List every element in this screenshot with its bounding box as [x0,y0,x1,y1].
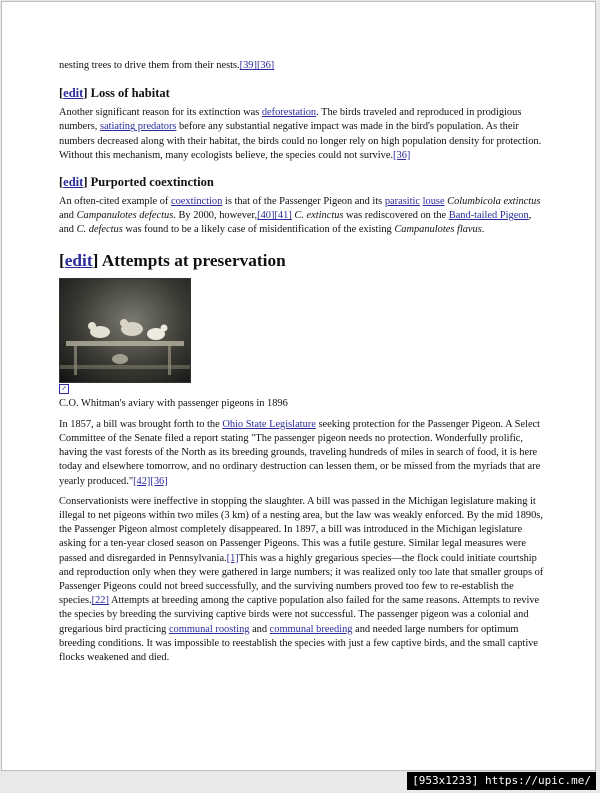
loss-paragraph: Another significant reason for its extinction was deforestation. The birds traveled and reproduced in prodigious numbers, satiating predators before any substantial negative impact was made in the bird's population. As their numbers decreased along with their habitat, the birds could no longer rely on high population density for protection. Without this mechanism, many ecologists believe, the species could not survive.[36] [59,107,542,161]
citation-link[interactable]: [39][36] [239,60,275,71]
aviary-photo-drawing [60,279,190,382]
coextinction-paragraph: An often-cited example of coextinction is that of the Passenger Pigeon and its parasitic louse Columbicola extinctus and Campanulotes defectus. By 2000, however,[40][41] C. extinctus was rediscovered on the Band-tailed Pigeon, and C. defectus was found to be a likely case of misidentification of the existing Campanulotes flavus. [59,196,541,236]
coextinction-link[interactable]: coextinction [170,196,223,208]
parasitic-link[interactable]: parasitic [384,196,421,208]
heading-purported-coextinction: [edit] Purported coextinction [59,175,214,190]
communal-breeding-link[interactable]: communal breeding [269,623,353,635]
edit-link[interactable]: edit [63,175,84,190]
citation-link[interactable]: [1] [226,552,239,564]
citation-link[interactable]: [36] [393,149,411,161]
intro-paragraph: nesting trees to drive them from their nests.[39][36] [59,60,275,71]
ohio-legislature-link[interactable]: Ohio State Legislature [222,418,316,430]
band-tailed-pigeon-link[interactable]: Band-tailed Pigeon [448,210,529,222]
preservation-paragraph-2: Conservationists were ineffective in stopping the slaughter. A bill was passed in the Michigan legislature making it illegal to net pigeons within two miles (3 km) of a nesting area, but the law was weakly enforced. By the mid 1890s, the Passenger Pigeon almost completely disappeared. In 1897, a bill was introduced in the Michigan legislature asking for a ten-year closed season on Passenger Pigeons. This was a futile gesture. Similar legal measures were passed and disregarded in Pennsylvania.[1]This was a highly gregarious species—the flock could initiate courtship and reproduction only when they were gathered in large numbers; it was realized only too late that smaller groups of Passenger Pigeons could not breed successfully, and the surviving numbers proved too few to re-establish the species.[22] Attempts at breeding among the captive population also failed for the same reasons. Attempts to revive the species by breeding the surviving captive birds were not successful. The passenger pigeon was a colonial and gregarious bird practicing communal roosting and communal breeding and needed large numbers for optimum breeding conditions. It was impossible to reestablish the species with just a few captive birds, and the small captive flocks weakened and died. [59,495,544,664]
citation-link[interactable]: [22] [91,595,109,607]
heading-loss-of-habitat: [edit] Loss of habitat [59,86,170,101]
communal-roosting-link[interactable]: communal roosting [168,623,250,635]
article-content [59,59,545,665]
edit-link[interactable]: edit [64,250,93,270]
magnify-icon[interactable]: ⤢ [59,384,69,394]
citation-link[interactable]: [42][36] [133,475,168,487]
louse-link[interactable]: louse [422,196,445,208]
heading-attempts-at-preservation: [edit] Attempts at preservation [59,250,286,270]
satiating-predators-link[interactable]: satiating predators [99,121,177,133]
citation-link[interactable]: [40][41] [257,210,292,222]
aviary-photo[interactable] [59,278,191,383]
image-host-watermark: [953x1233] https://upic.me/ [407,772,596,790]
preservation-paragraph-1: In 1857, a bill was brought forth to the Ohio State Legislature seeking protection for the Passenger Pigeon. A Select Committee of the Senate filed a report stating "The passenger pigeon needs no protection. Wonderfully prolific, having the vast forests of the North as its breeding grounds, traveling hundreds of miles in search of food, it is here today and elsewhere tomorrow, and no ordinary destruction can lessen them, or be missed from the myriads that are yearly produced."[42][36] [59,418,541,487]
deforestation-link[interactable]: deforestation [261,107,317,119]
edit-link[interactable]: edit [63,86,84,101]
document-page [1,1,596,771]
figure-caption: C.O. Whitman's aviary with passenger pigeons in 1896 [59,397,288,409]
